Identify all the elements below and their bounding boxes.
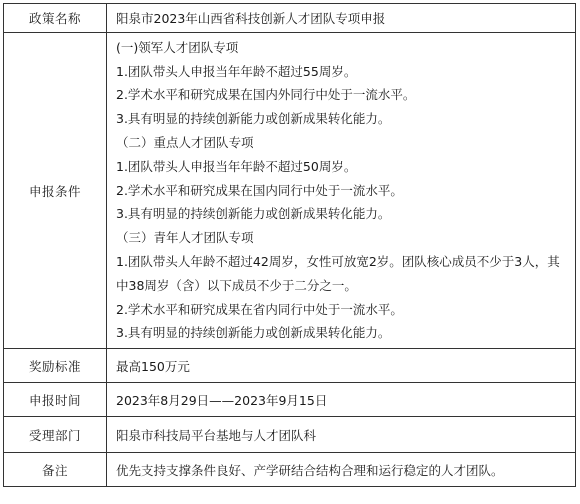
application-time-label: 申报时间 (4, 383, 107, 417)
reward-value: 最高150万元 (107, 349, 576, 383)
condition-heading-youth-team: （三）青年人才团队专项 (116, 230, 254, 246)
department-row (4, 417, 576, 453)
policy-name-label: 政策名称 (4, 4, 107, 33)
policy-name-value: 阳泉市2023年山西省科技创新人才团队专项申报 (107, 4, 576, 33)
condition-item: 1.团队带头人申报当年年龄不超过55周岁。 (116, 63, 357, 79)
department-value: 阳泉市科技局平台基地与人才团队科 (107, 417, 576, 453)
note-label: 备注 (4, 453, 107, 487)
reward-row (4, 349, 576, 383)
note-value: 优先支持支撑条件良好、产学研结合结构合理和运行稳定的人才团队。 (107, 453, 576, 487)
policy-name-row (4, 4, 576, 33)
condition-item: 2.学术水平和研究成果在国内外同行中处于一流水平。 (116, 87, 416, 103)
conditions-label: 申报条件 (4, 33, 107, 349)
reward-label: 奖励标准 (4, 349, 107, 383)
department-label: 受理部门 (4, 417, 107, 453)
condition-item: 1.团队带头人年龄不超过42周岁，女性可放宽2岁。团队核心成员不少于3人，其中38周岁（含）以下成员不少于二分之一。 (116, 253, 560, 293)
conditions-value (107, 33, 576, 349)
application-time-value: 2023年8月29日——2023年9月15日 (107, 383, 576, 417)
condition-item: 3.具有明显的持续创新能力或创新成果转化能力。 (116, 111, 391, 127)
condition-item: 3.具有明显的持续创新能力或创新成果转化能力。 (116, 325, 391, 341)
application-time-row (4, 383, 576, 417)
conditions-list (116, 34, 569, 347)
condition-item: 3.具有明显的持续创新能力或创新成果转化能力。 (116, 206, 391, 222)
condition-heading-leading-team: (一)领军人才团队专项 (116, 39, 239, 55)
condition-item: 2.学术水平和研究成果在国内同行中处于一流水平。 (116, 182, 403, 198)
note-row (4, 453, 576, 487)
condition-heading-key-team: （二）重点人才团队专项 (116, 135, 254, 150)
conditions-row (4, 33, 576, 349)
condition-item: 2.学术水平和研究成果在省内同行中处于一流水平。 (116, 301, 403, 317)
condition-item: 1.团队带头人申报当年年龄不超过50周岁。 (116, 158, 357, 174)
policy-table (3, 3, 576, 487)
